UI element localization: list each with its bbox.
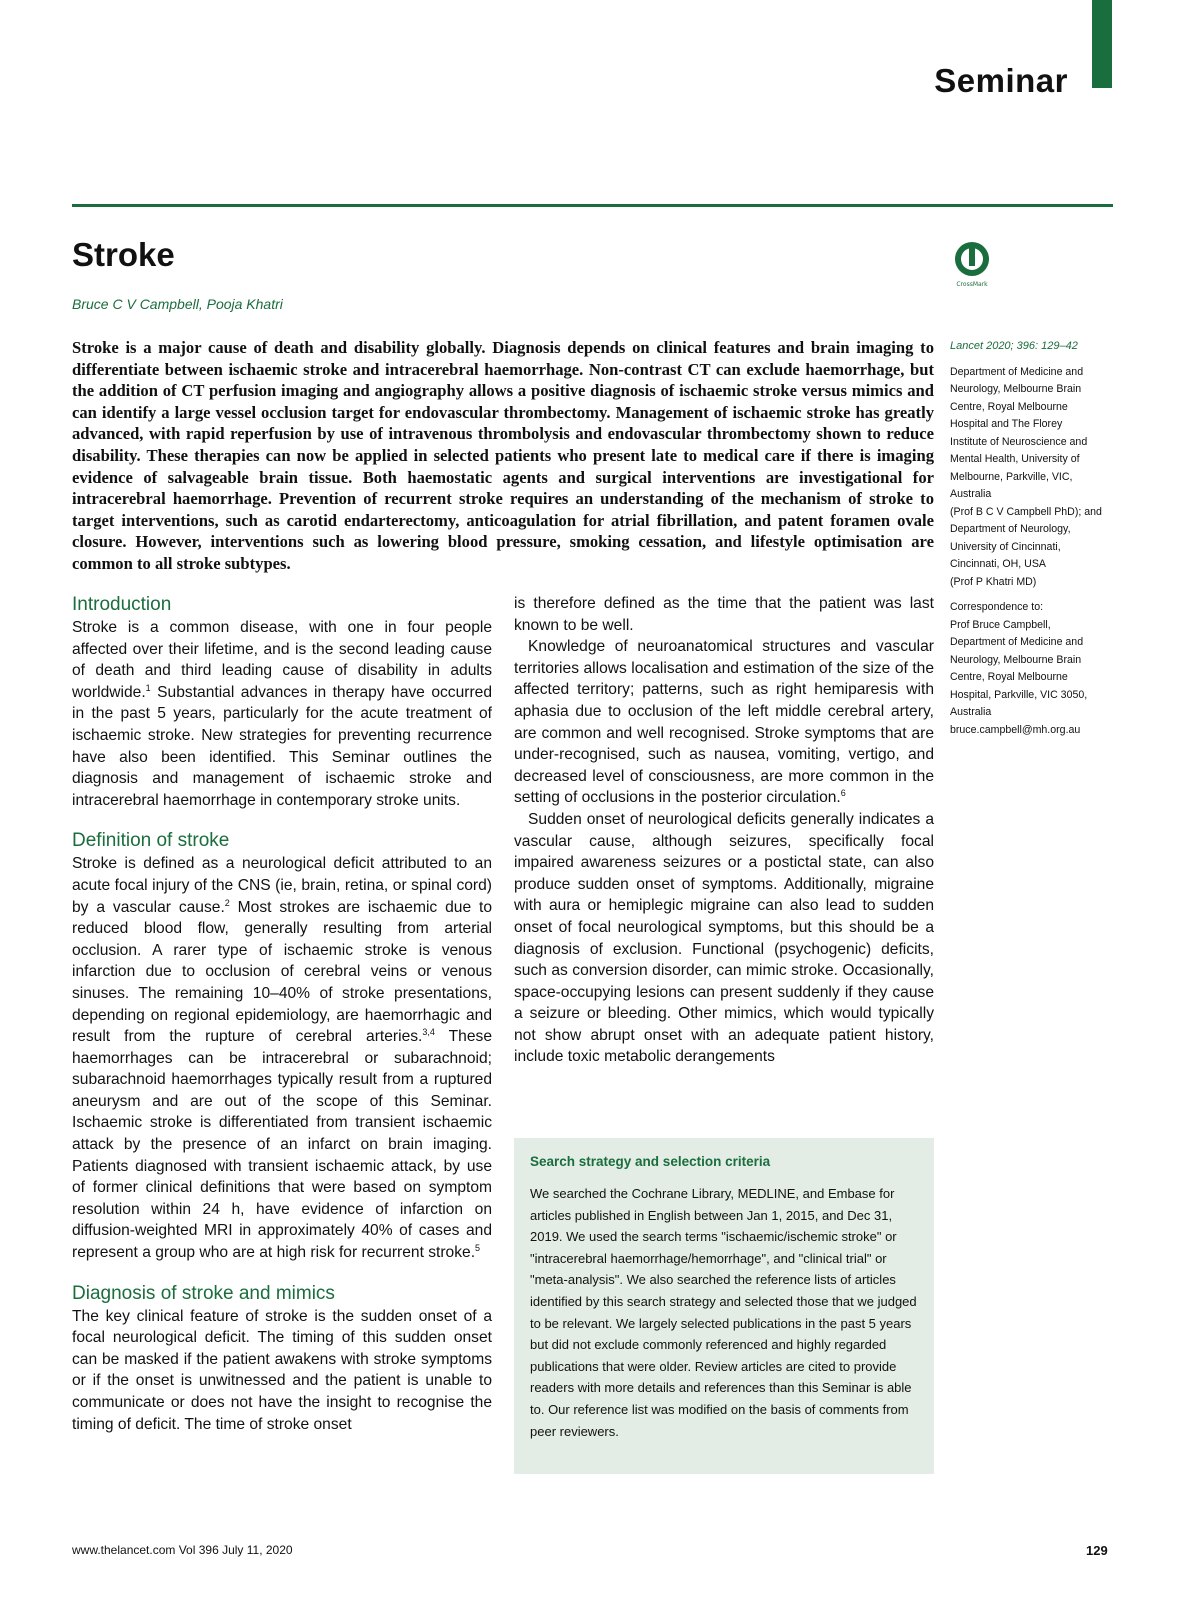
article-title: Stroke — [72, 236, 175, 273]
reference-marker[interactable]: 5 — [475, 1242, 481, 1253]
heading-definition: Definition of stroke — [72, 830, 230, 852]
abstract: Stroke is a major cause of death and disability globally. Diagnosis depends on clinical features and brain imaging to differentiate between ischaemic stroke and intracerebral haemorrhage. Non-contrast CT can exclude haemorrhage, but the addition of CT perfusion imaging and angiography allows a positive diagnosis of ischaemic stroke versus mimics and can identify a large vessel occlusion target for endovascular thrombectomy. Management of ischaemic stroke has greatly advanced, with rapid reperfusion by use of intravenous thrombolysis and endovascular thrombectomy shown to reduce disability. These therapies can now be applied in selected patients who present late to medical care if there is imaging evidence of salvageable brain tissue. Both haemostatic agents and surgical interventions are investigational for intracerebral haemorrhage. Prevention of recurrent stroke requires an understanding of the mechanism of stroke to target interventions, such as carotid endarterectomy, anticoagulation for atrial fibrillation, and patent foramen ovale closure. However, interventions such as lowering blood pressure, smoking cessation, and lifestyle optimisation are common to all stroke subtypes. — [72, 338, 934, 573]
crossmark-icon[interactable] — [950, 240, 994, 288]
heading-introduction: Introduction — [72, 594, 172, 615]
search-strategy-box — [514, 1138, 934, 1474]
definition-paragraph: Stroke is defined as a neurological deficit attributed to an acute focal injury of the CNS (ie, brain, retina, or spinal cord) by a vascular cause.$^2$ Most strokes are ischaemic due to reduced blood flow, generally resulting from arterial occlusion. A rarer type of ischaemic stroke is venous infarction due to occlusion of cerebral veins or venous sinuses. The remaining 10–40% of stroke presentations, depending on regional epidemiology, are haemorrhagic and result from the rupture of cerebral arteries.$^{3,4}$ These haemorrhages can be intracerebral or subarachnoid; subarachnoid haemorrhages typically result from a ruptured aneurysm and are out of the scope of this Seminar. Ischaemic stroke is differentiated from transient ischaemic attack by the presence of an infarct on brain imaging. Patients diagnosed with transient ischaemic attack, by use of former clinical definitions that were based on symptom resolution within 24 h, have evidence of infarction on diffusion-weighted MRI in approximately 40% of cases and represent a group who are at high risk for recurrent stroke.$^5$ — [72, 855, 492, 1262]
header-rule — [72, 204, 1113, 207]
right-column — [514, 593, 934, 1068]
introduction-paragraph: Stroke is a common disease, with one in four people affected over their lifetime, and is the second leading cause of death and third leading cause of disability in adults worldwide.$^1$ Substantial advances in therapy have occurred in the past 5 years, particularly for the acute treatment of ischaemic stroke. New strategies for preventing recurrence have also been identified. This Seminar outlines the diagnosis and management of ischaemic stroke and intracerebral haemorrhage in contemporary stroke units. — [72, 619, 492, 809]
correspondence: Correspondence to: Prof Bruce Campbell, Department of Medicine and Neurology, Melbourne Brain Centre, Royal Melbourne Hospital, Parkville, VIC 3050, Australia bruce.campbell@mh.org.au — [950, 601, 1088, 736]
reference-marker[interactable]: 2 — [224, 897, 230, 908]
right-column-paragraph: is therefore defined as the time that the patient was last known to be well. — [514, 595, 934, 634]
footer-journal-info[interactable]: www.thelancet.com Vol 396 July 11, 2020 — [72, 1543, 293, 1557]
search-strategy-title: Search strategy and selection criteria — [530, 1154, 771, 1169]
article-authors: Bruce C V Campbell, Pooja Khatri — [72, 296, 283, 312]
left-column — [72, 593, 492, 1435]
search-strategy-text: We searched the Cochrane Library, MEDLINE, and Embase for articles published in English between Jan 1, 2015, and Dec 31, 2019. We used the search terms "ischaemic/ischemic stroke" or "intracerebral haemorrhage/hemorrhage", and "clinical trial" or "meta-analysis". We also searched the reference lists of articles identified by this search strategy and selected those that we judged to be relevant. We largely selected publications in the past 5 years but did not exclude commonly referenced and highly regarded publications that were older. Review articles are cited to provide readers with more details and references than this Seminar is able to. Our reference list was modified on the basis of comments from peer reviewers. — [530, 1186, 917, 1439]
article-sidebar — [950, 338, 1110, 747]
svg-text:CrossMark: CrossMark — [956, 281, 988, 288]
reference-marker[interactable]: 1 — [145, 682, 151, 693]
right-column-paragraph: Knowledge of neuroanatomical structures and vascular territories allows localisation and estimation of the size of the affected territory; patterns, such as right hemiparesis with aphasia due to occlusion of the left middle cerebral artery, are common and well recognised. Stroke symptoms that are under-recognised, such as nausea, vomiting, vertigo, and decreased level of consciousness, are more common in the setting of occlusions in the posterior circulation.$^6$ — [514, 638, 934, 807]
diagnosis-paragraph: The key clinical feature of stroke is the sudden onset of a focal neurological deficit. The timing of this sudden onset can be masked if the patient awakens with stroke symptoms or if the onset is unwitnessed and the patient is unable to communicate or does not have the insight to recognise the timing of deficit. The time of stroke onset — [72, 1307, 492, 1433]
reference-marker[interactable]: 6 — [840, 788, 846, 799]
author-affiliations: Department of Medicine and Neurology, Melbourne Brain Centre, Royal Melbourne Hospital and The Florey Institute of Neuroscience and Mental Health, University of Melbourne, Parkville, VIC, Australia (Prof B C V Campbell PhD); and Department of Neurology, University of Cincinnati, Cincinnati, OH, USA (Prof P Khatri MD) — [950, 365, 1102, 588]
section-label: Seminar — [934, 62, 1068, 99]
reference-marker[interactable]: 3,4 — [422, 1026, 435, 1037]
heading-diagnosis: Diagnosis of stroke and mimics — [72, 1282, 335, 1304]
page-number: 129 — [1086, 1543, 1108, 1558]
journal-color-tab — [1092, 0, 1112, 88]
right-column-paragraph: Sudden onset of neurological deficits generally indicates a vascular cause, although seizures, specifically focal impaired awareness seizures or a postictal state, can also produce sudden onset of symptoms. Additionally, migraine with aura or hemiplegic migraine can also lead to sudden onset of focal neurological symptoms, but this should be a diagnosis of exclusion. Functional (psychogenic) deficits, such as conversion disorder, can mimic stroke. Occasionally, space-occupying lesions can present suddenly if they cause a seizure or bleeding. Other mimics, which would typically not show abrupt onset with an adequate patient history, include toxic metabolic derangements — [514, 810, 934, 1066]
citation: Lancet 2020; 396: 129–42 — [950, 340, 1078, 352]
